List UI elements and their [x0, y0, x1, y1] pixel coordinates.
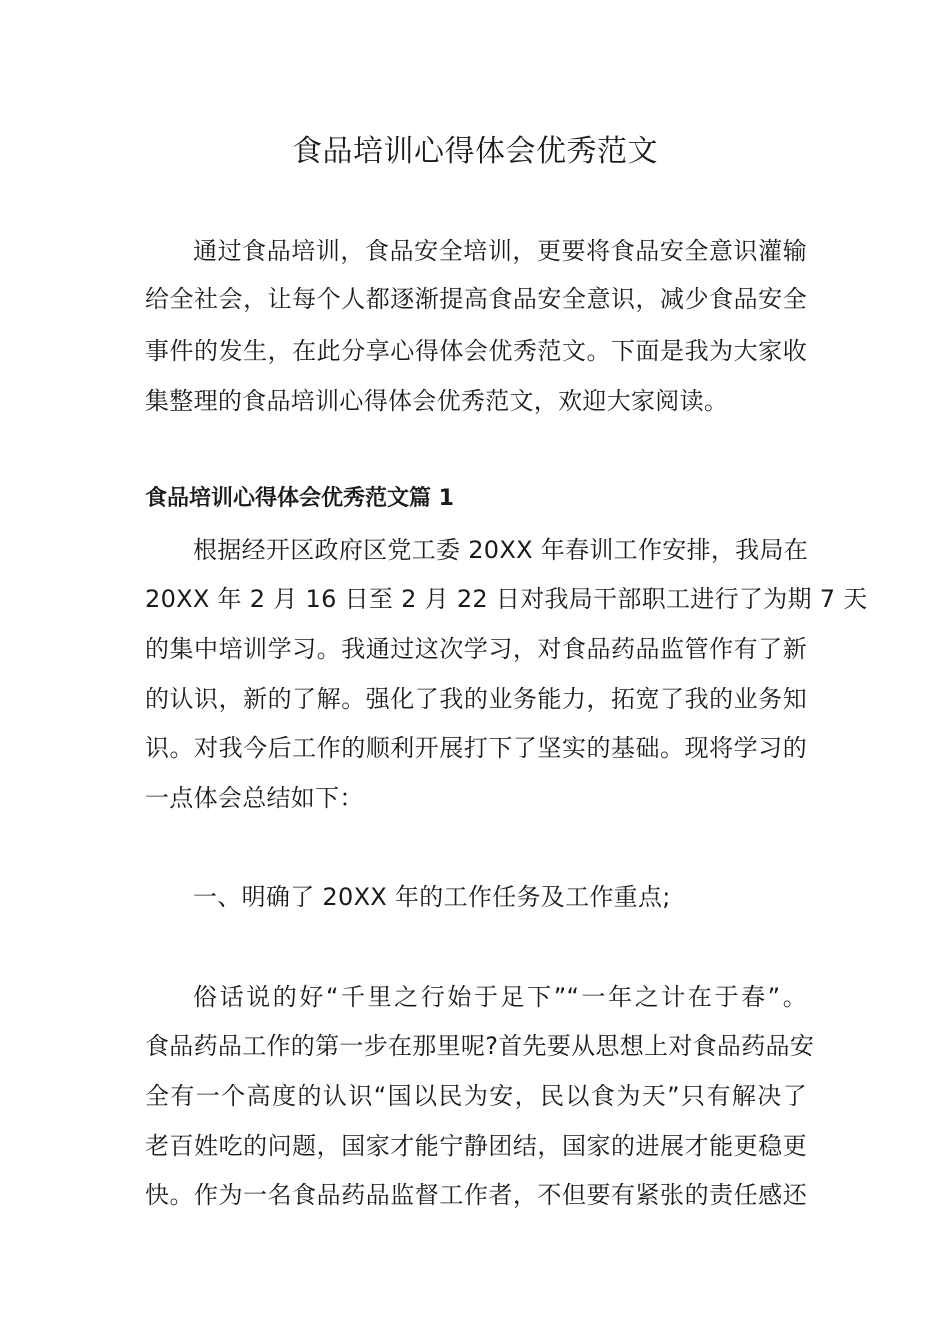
section1-line-1: 根据经开区政府区党工委 20XX 年春训工作安排，我局在: [193, 536, 809, 564]
document-title: 食品培训心得体会优秀范文: [292, 134, 658, 169]
section1-line-5: 识。对我今后工作的顺利开展打下了坚实的基础。现将学习的: [145, 734, 807, 762]
point1-line-3: 全有一个高度的认识“国以民为安，民以食为天”只有解决了: [145, 1082, 807, 1110]
intro-line-1: 通过食品培训，食品安全培训，更要将食品安全意识灌输: [193, 237, 807, 265]
section1-line-6: 一点体会总结如下：: [145, 784, 364, 812]
section-heading: 食品培训心得体会优秀范文篇 1: [145, 486, 454, 511]
point1-line-2: 食品药品工作的第一步在那里呢?首先要从思想上对食品药品安: [145, 1032, 815, 1060]
point1-line-5: 快。作为一名食品药品监督工作者，不但要有紧张的责任感还: [145, 1181, 807, 1209]
point-heading: 一、明确了 20XX 年的工作任务及工作重点;: [193, 883, 671, 911]
section1-line-4: 的认识，新的了解。强化了我的业务能力，拓宽了我的业务知: [145, 685, 807, 713]
intro-line-3: 事件的发生，在此分享心得体会优秀范文。下面是我为大家收: [145, 337, 807, 365]
point1-line-1: 俗话说的好“千里之行始于足下”“一年之计在于春”。: [193, 983, 807, 1011]
section1-line-2: 20XX 年 2 月 16 日至 2 月 22 日对我局干部职工进行了为期 7 天: [145, 585, 868, 613]
intro-line-2: 给全社会，让每个人都逐渐提高食品安全意识，减少食品安全: [145, 285, 807, 313]
point1-line-4: 老百姓吃的问题，国家才能宁静团结，国家的进展才能更稳更: [145, 1132, 807, 1160]
intro-line-4: 集整理的食品培训心得体会优秀范文，欢迎大家阅读。: [145, 387, 729, 415]
section1-line-3: 的集中培训学习。我通过这次学习，对食品药品监管作有了新: [145, 635, 807, 663]
